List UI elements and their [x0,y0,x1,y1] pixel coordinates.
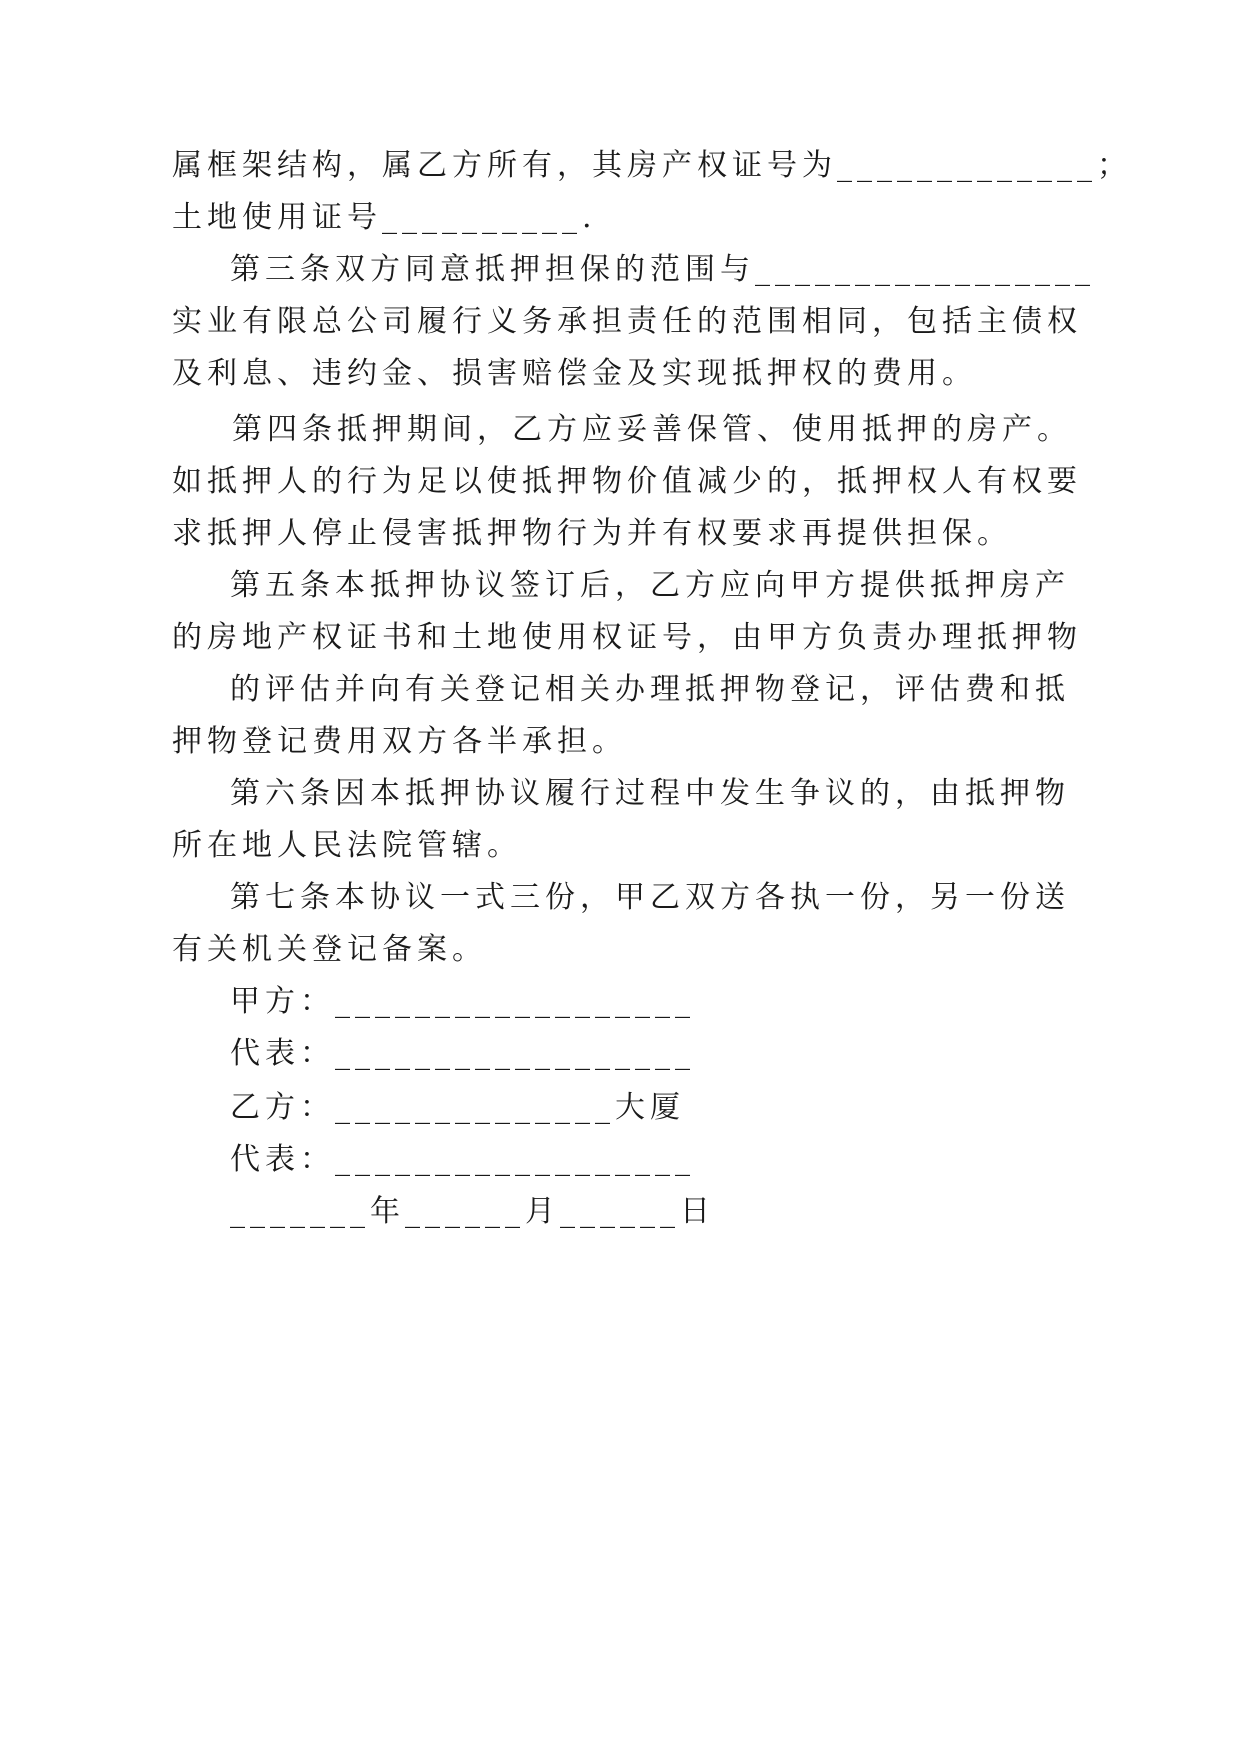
party-b-signature: 乙方：______________大厦 [230,1090,685,1125]
paragraph-line: 土地使用证号__________. [172,200,597,235]
paragraph-line: 属框架结构，属乙方所有，其房产权证号为_____________； [172,148,1132,183]
article-5-start: 第五条本抵押协议签订后，乙方应向甲方提供抵押房产 [230,568,1070,603]
paragraph-line: 实业有限总公司履行义务承担责任的范围相同，包括主债权 [172,304,1082,339]
paragraph-line: 及利息、违约金、损害赔偿金及实现抵押权的费用。 [172,356,977,391]
article-7-start: 第七条本协议一式三份，甲乙双方各执一份，另一份送 [230,880,1070,915]
party-a-signature: 甲方：__________________ [230,984,695,1019]
article-4-start: 第四条抵押期间，乙方应妥善保管、使用抵押的房产。 [232,412,1072,447]
paragraph-line: 的房地产权证书和土地使用权证号，由甲方负责办理抵押物 [172,620,1082,655]
paragraph-line: 所在地人民法院管辖。 [172,828,522,863]
paragraph-line: 求抵押人停止侵害抵押物行为并有权要求再提供担保。 [172,516,1012,551]
paragraph-line: 如抵押人的行为足以使抵押物价值减少的，抵押权人有权要 [172,464,1082,499]
paragraph-line: 有关机关登记备案。 [172,932,487,967]
paragraph-line: 的评估并向有关登记相关办理抵押物登记，评估费和抵 [230,672,1070,707]
party-b-representative: 代表：__________________ [230,1142,695,1177]
article-6-start: 第六条因本抵押协议履行过程中发生争议的，由抵押物 [230,776,1070,811]
signing-date: _______年______月______日 [230,1194,715,1229]
party-a-representative: 代表：__________________ [230,1036,695,1071]
paragraph-line: 押物登记费用双方各半承担。 [172,724,627,759]
article-3-start: 第三条双方同意抵押担保的范围与_________________ [230,252,1095,287]
